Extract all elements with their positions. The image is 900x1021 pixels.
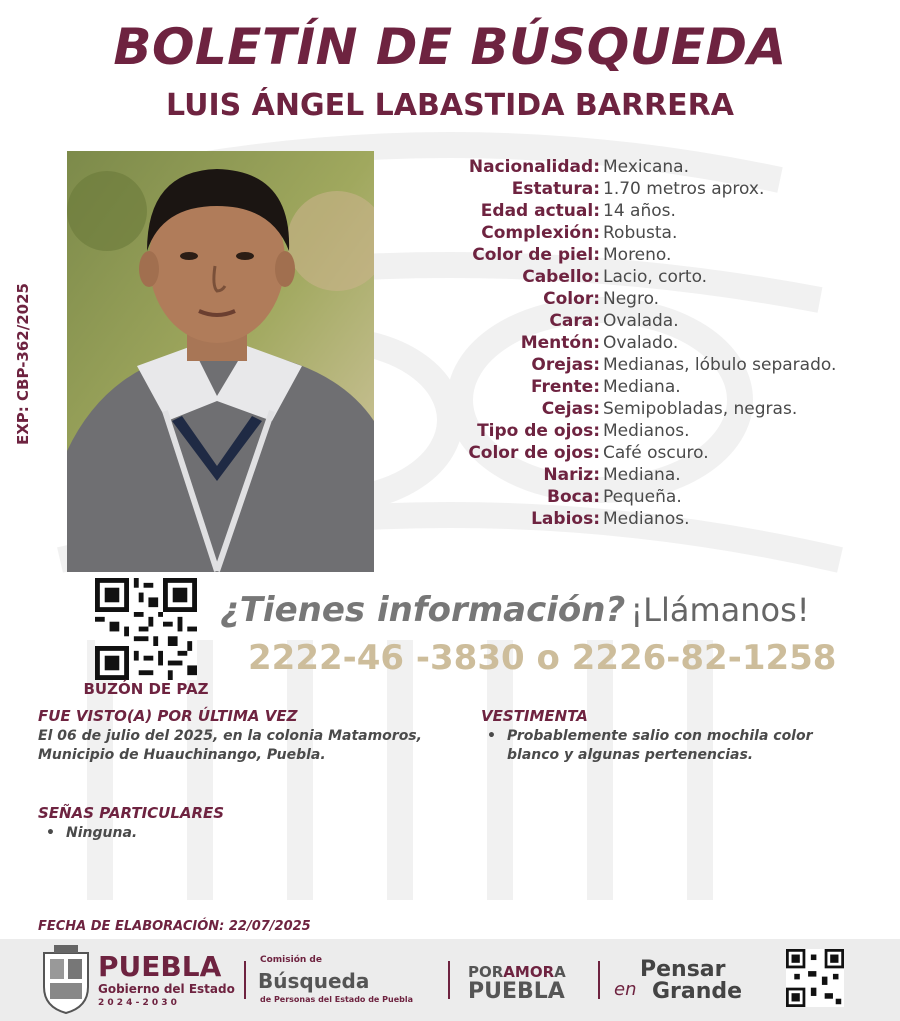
marks-item xyxy=(46,824,137,843)
puebla-gov-text: Gobierno del Estado xyxy=(98,982,235,996)
missing-person-name: LUIS ÁNGEL LABASTIDA BARRERA xyxy=(166,88,734,123)
attr-label: Frente: xyxy=(531,377,600,397)
bullet-icon: • xyxy=(487,728,496,744)
attr-value: Ovalado. xyxy=(603,333,679,353)
attr-value: 14 años. xyxy=(603,201,676,221)
last-seen-text xyxy=(38,727,422,765)
attr-label: Tipo de ojos: xyxy=(477,421,600,441)
attr-value: Mediana. xyxy=(603,377,681,397)
coat-of-arms-icon xyxy=(40,945,92,1015)
attr-value: Mediana. xyxy=(603,465,681,485)
attr-value: 1.70 metros aprox. xyxy=(603,179,765,199)
attr-label: Cejas: xyxy=(541,399,600,419)
attr-label: Edad actual: xyxy=(480,201,600,221)
attr-value: Negro. xyxy=(603,289,660,309)
bullet-icon: • xyxy=(46,825,55,841)
comision-sub-text: de Personas del Estado de Puebla xyxy=(260,995,413,1004)
attr-row xyxy=(420,311,900,333)
attr-row xyxy=(420,289,900,311)
en-text: en xyxy=(614,979,637,1000)
attr-label: Boca: xyxy=(547,487,600,507)
attr-row xyxy=(420,267,900,289)
puebla-logo-text: PUEBLA xyxy=(98,950,222,983)
marks-title: SEÑAS PARTICULARES xyxy=(38,804,225,822)
por-text: POR xyxy=(468,963,504,981)
comision-main-text: Búsqueda xyxy=(258,969,370,993)
missing-person-photo xyxy=(67,151,374,572)
clothing-text xyxy=(487,727,813,765)
attr-value: Robusta. xyxy=(603,223,678,243)
last-seen-line: El 06 de julio del 2025, en la colonia Matamoros, xyxy=(38,728,422,744)
puebla-years-text: 2 0 2 4 - 2 0 3 0 xyxy=(98,998,177,1008)
footer-qr-code-icon[interactable] xyxy=(786,949,844,1007)
qr-label: BUZÓN DE PAZ xyxy=(83,680,209,698)
clothing-item xyxy=(487,727,813,765)
attr-value: Café oscuro. xyxy=(603,443,709,463)
attr-label: Mentón: xyxy=(520,333,600,353)
attr-row xyxy=(420,223,900,245)
divider xyxy=(244,961,246,999)
clothing-title: VESTIMENTA xyxy=(481,707,588,725)
attr-value: Medianos. xyxy=(603,421,690,441)
attr-row xyxy=(420,421,900,443)
attr-value: Moreno. xyxy=(603,245,672,265)
attr-label: Labios: xyxy=(531,509,600,529)
attr-row xyxy=(420,333,900,355)
clothing-line: Probablemente salio con mochila color xyxy=(507,728,813,744)
attr-row xyxy=(420,245,900,267)
attr-value: Medianos. xyxy=(603,509,690,529)
creation-date: FECHA DE ELABORACIÓN: 22/07/2025 xyxy=(38,919,311,934)
attr-label: Color de piel: xyxy=(472,245,600,265)
case-number: EXP: CBP-362/2025 xyxy=(14,283,32,445)
attr-row xyxy=(420,465,900,487)
attr-row xyxy=(420,179,900,201)
attr-label: Nacionalidad: xyxy=(468,157,600,177)
grande-text: Grande xyxy=(652,979,743,1004)
attr-value: Pequeña. xyxy=(603,487,682,507)
attr-label: Estatura: xyxy=(511,179,600,199)
attr-row xyxy=(420,377,900,399)
attr-label: Nariz: xyxy=(543,465,600,485)
a-text: A xyxy=(554,963,566,981)
phone-numbers[interactable]: 2222-46 -3830 o 2226-82-1258 xyxy=(248,638,837,678)
por-amor-puebla-text: PUEBLA xyxy=(468,979,565,1004)
attr-value: Lacio, corto. xyxy=(603,267,708,287)
contact-cta xyxy=(220,590,810,630)
last-seen-title: FUE VISTO(A) POR ÚLTIMA VEZ xyxy=(38,707,298,725)
attr-label: Color de ojos: xyxy=(468,443,600,463)
divider xyxy=(598,961,600,999)
clothing-line: blanco y algunas pertenencias. xyxy=(507,747,754,763)
attr-label: Cara: xyxy=(549,311,600,331)
qr-code-icon[interactable] xyxy=(95,578,197,680)
cta-question: ¿Tienes información? xyxy=(220,590,626,630)
marks-value: Ninguna. xyxy=(66,825,138,841)
comision-top-text: Comisión de xyxy=(260,955,322,965)
attr-row xyxy=(420,399,900,421)
pensar-text: Pensar xyxy=(640,957,726,982)
attr-row xyxy=(420,157,900,179)
divider xyxy=(448,961,450,999)
attr-value: Ovalada. xyxy=(603,311,679,331)
amor-text: AMOR xyxy=(503,963,555,981)
attr-label: Cabello: xyxy=(522,267,600,287)
physical-description xyxy=(420,157,900,531)
footer-logos xyxy=(0,939,900,1021)
attr-value: Mexicana. xyxy=(603,157,689,177)
cta-call: ¡Llámanos! xyxy=(630,591,810,629)
last-seen-line: Municipio de Huauchinango, Puebla. xyxy=(38,747,326,763)
attr-label: Color: xyxy=(543,289,600,309)
attr-row xyxy=(420,355,900,377)
attr-row xyxy=(420,443,900,465)
attr-label: Orejas: xyxy=(531,355,600,375)
attr-value: Medianas, lóbulo separado. xyxy=(603,355,837,375)
bulletin-title: BOLETÍN DE BÚSQUEDA xyxy=(113,18,787,76)
attr-row xyxy=(420,201,900,223)
attr-row xyxy=(420,509,900,531)
attr-row xyxy=(420,487,900,509)
attr-value: Semipobladas, negras. xyxy=(603,399,798,419)
attr-label: Complexión: xyxy=(481,223,600,243)
